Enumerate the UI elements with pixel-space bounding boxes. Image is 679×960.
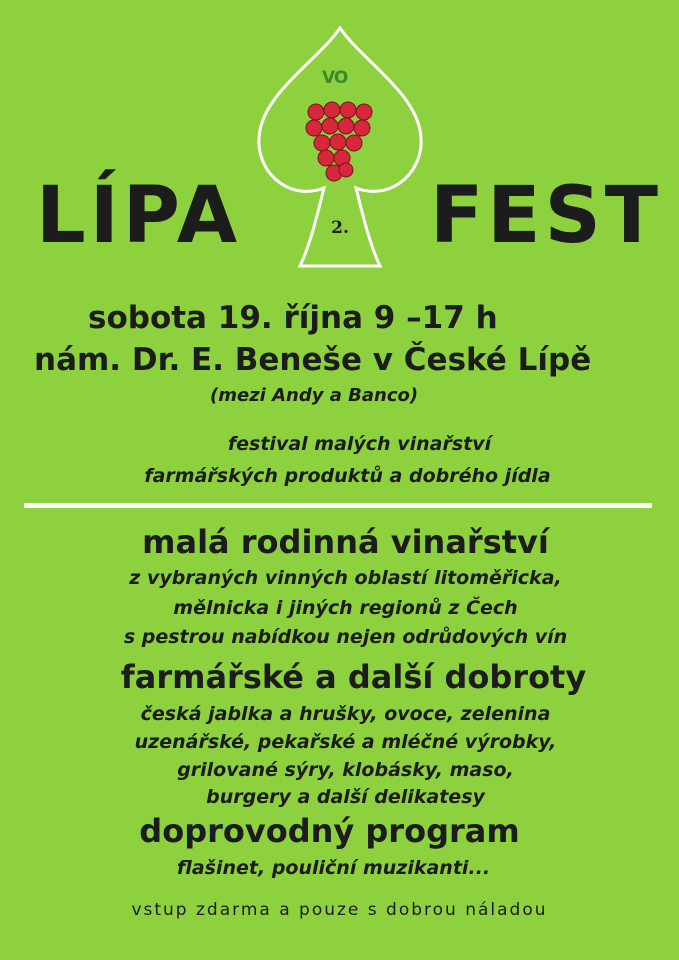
section-line: s pestrou nabídkou nejen odrůdových vín — [123, 626, 568, 648]
section-line: grilované sýry, klobásky, maso, — [177, 759, 514, 781]
title-fest: FEST — [430, 171, 662, 261]
event-place: nám. Dr. E. Beneše v České Lípě — [34, 342, 592, 378]
section-line: mělnicka i jiných regionů z Čech — [173, 597, 518, 619]
section-line: česká jablka a hrušky, ovoce, zelenina — [140, 703, 551, 725]
section-heading-program: doprovodný program — [139, 812, 520, 850]
event-location-note: (mezi Andy a Banco) — [210, 385, 419, 406]
event-date: sobota 19. října 9 –17 h — [88, 300, 498, 336]
title-lipa: LÍPA — [36, 171, 242, 261]
festival-line-2: farmářských produktů a dobrého jídla — [144, 465, 551, 487]
section-line: uzenářské, pekařské a mléčné výrobky, — [134, 731, 557, 753]
section-line: burgery a další delikatesy — [206, 786, 485, 808]
grape-bunch-icon — [306, 102, 372, 181]
festival-line-1: festival malých vinařství — [227, 433, 492, 455]
section-line: flašinet, pouliční muzikanti... — [176, 857, 491, 879]
edition-number: 2. — [331, 218, 349, 238]
section-line: z vybraných vinných oblastí litoměřicka, — [129, 567, 562, 589]
section-heading-farm-goods: farmářské a další dobroty — [120, 658, 587, 696]
divider — [24, 503, 652, 508]
footer-note: vstup zdarma a pouze s dobrou náladou — [131, 900, 548, 920]
section-heading-wineries: malá rodinná vinařství — [142, 523, 549, 561]
logo-initials: VO — [322, 68, 348, 88]
